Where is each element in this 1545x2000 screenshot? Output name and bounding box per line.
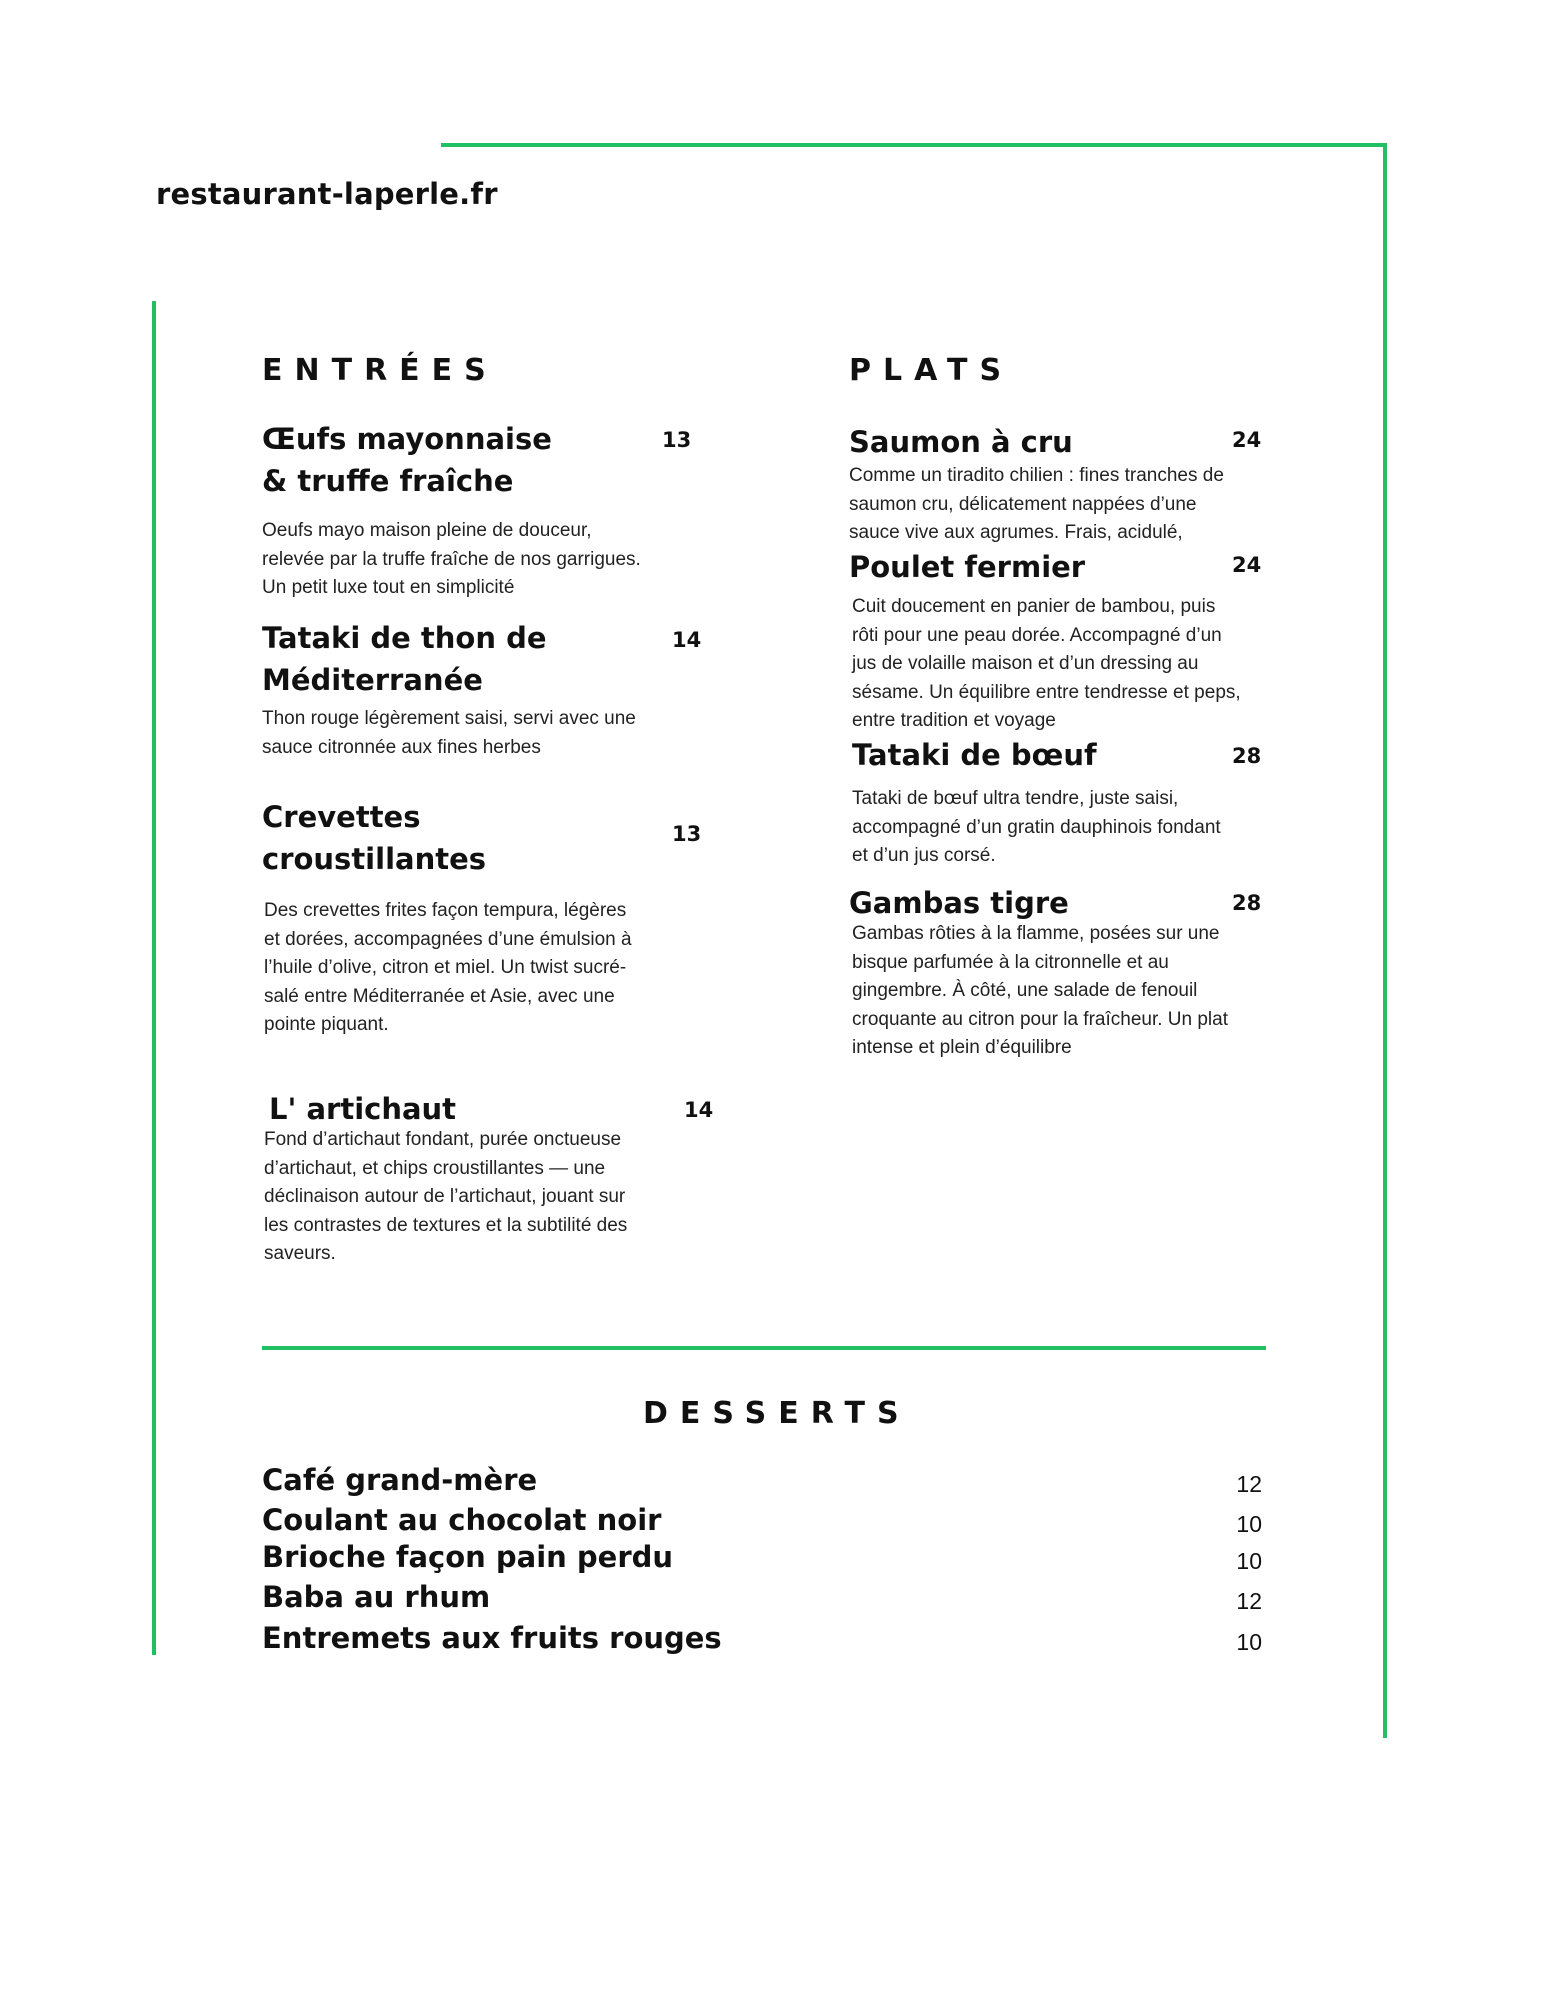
dish-description: Comme un tiradito chilien : fines tranches de saumon cru, délicatement nappées d’une sauce vive aux agrumes. Frais, acidulé, [849, 465, 1224, 543]
dessert-price: 10 [1236, 1629, 1262, 1655]
dish-description: Cuit doucement en panier de bambou, puis rôti pour une peau dorée. Accompagné d’un jus de volaille maison et d’un dressing au sésame. Un équilibre entre tendresse et peps, entre tradition et voyage [852, 596, 1241, 731]
dessert-row [262, 1463, 1262, 1503]
dessert-price: 12 [1236, 1471, 1262, 1497]
dessert-name: Brioche façon pain perdu [262, 1540, 674, 1574]
dish-description: Thon rouge légèrement saisi, servi avec une sauce citronnée aux fines herbes [262, 708, 636, 758]
dessert-name: Coulant au chocolat noir [262, 1503, 662, 1537]
dish-description: Oeufs mayo maison pleine de douceur, relevée par la truffe fraîche de nos garrigues. Un petit luxe tout en simplicité [262, 520, 641, 598]
dish-description: Gambas rôties à la flamme, posées sur une bisque parfumée à la citronnelle et au gingembre. À côté, une salade de fenouil croquante au citron pour la fraîcheur. Un plat intense et plein d’équilibre [852, 923, 1229, 1058]
dessert-name: Entremets aux fruits rouges [262, 1621, 722, 1655]
desserts-title: DESSERTS [643, 1396, 911, 1431]
dish-description: Des crevettes frites façon tempura, légères et dorées, accompagnées d’une émulsion à l’huile d’olive, citron et miel. Un twist sucré- salé entre Méditerranée et Asie, avec une pointe piquant. [264, 900, 632, 1035]
desserts-divider [262, 1346, 1266, 1350]
frame-left-line [152, 301, 156, 1655]
dessert-name: Baba au rhum [262, 1580, 491, 1614]
dish-price: 14 [684, 1098, 714, 1122]
dish-name: Poulet fermier [849, 550, 1086, 584]
plats-title: PLATS [849, 353, 1014, 388]
dessert-row [262, 1540, 1262, 1580]
dish-name: Gambas tigre [849, 886, 1069, 920]
dish-price: 24 [1232, 428, 1262, 452]
dish-price: 14 [672, 628, 702, 652]
dish-price: 13 [662, 428, 692, 452]
dish-name: Tataki de bœuf [852, 738, 1097, 772]
dish-description: Fond d’artichaut fondant, purée onctueuse d’artichaut, et chips croustillantes — une déclinaison autour de l’artichaut, jouant sur les contrastes de textures et la subtilité des saveurs. [264, 1129, 628, 1264]
dessert-row [262, 1503, 1262, 1543]
dish-price: 28 [1232, 744, 1262, 768]
dessert-price: 10 [1236, 1548, 1262, 1574]
dish-name: Tataki de thon de Méditerranée [262, 621, 547, 697]
dish-price: 24 [1232, 553, 1262, 577]
site-url: restaurant-laperle.fr [156, 177, 498, 211]
dish-name: L' artichaut [269, 1092, 457, 1126]
dish-description: Tataki de bœuf ultra tendre, juste saisi, accompagné d’un gratin dauphinois fondant et d’un jus corsé. [852, 788, 1221, 866]
dessert-row [262, 1580, 1262, 1620]
frame-top-line [441, 143, 1386, 147]
dessert-name: Café grand-mère [262, 1463, 538, 1497]
dish-name: Crevettes croustillantes [262, 800, 487, 876]
dessert-row [262, 1621, 1262, 1661]
dish-name: Saumon à cru [849, 425, 1073, 459]
dish-price: 28 [1232, 891, 1262, 915]
dish-name: Œufs mayonnaise & truffe fraîche [262, 422, 552, 498]
frame-right-line [1383, 143, 1387, 1738]
dessert-price: 10 [1236, 1511, 1262, 1537]
entrees-title: ENTRÉES [262, 353, 498, 388]
dessert-price: 12 [1236, 1588, 1262, 1614]
dish-price: 13 [672, 822, 702, 846]
